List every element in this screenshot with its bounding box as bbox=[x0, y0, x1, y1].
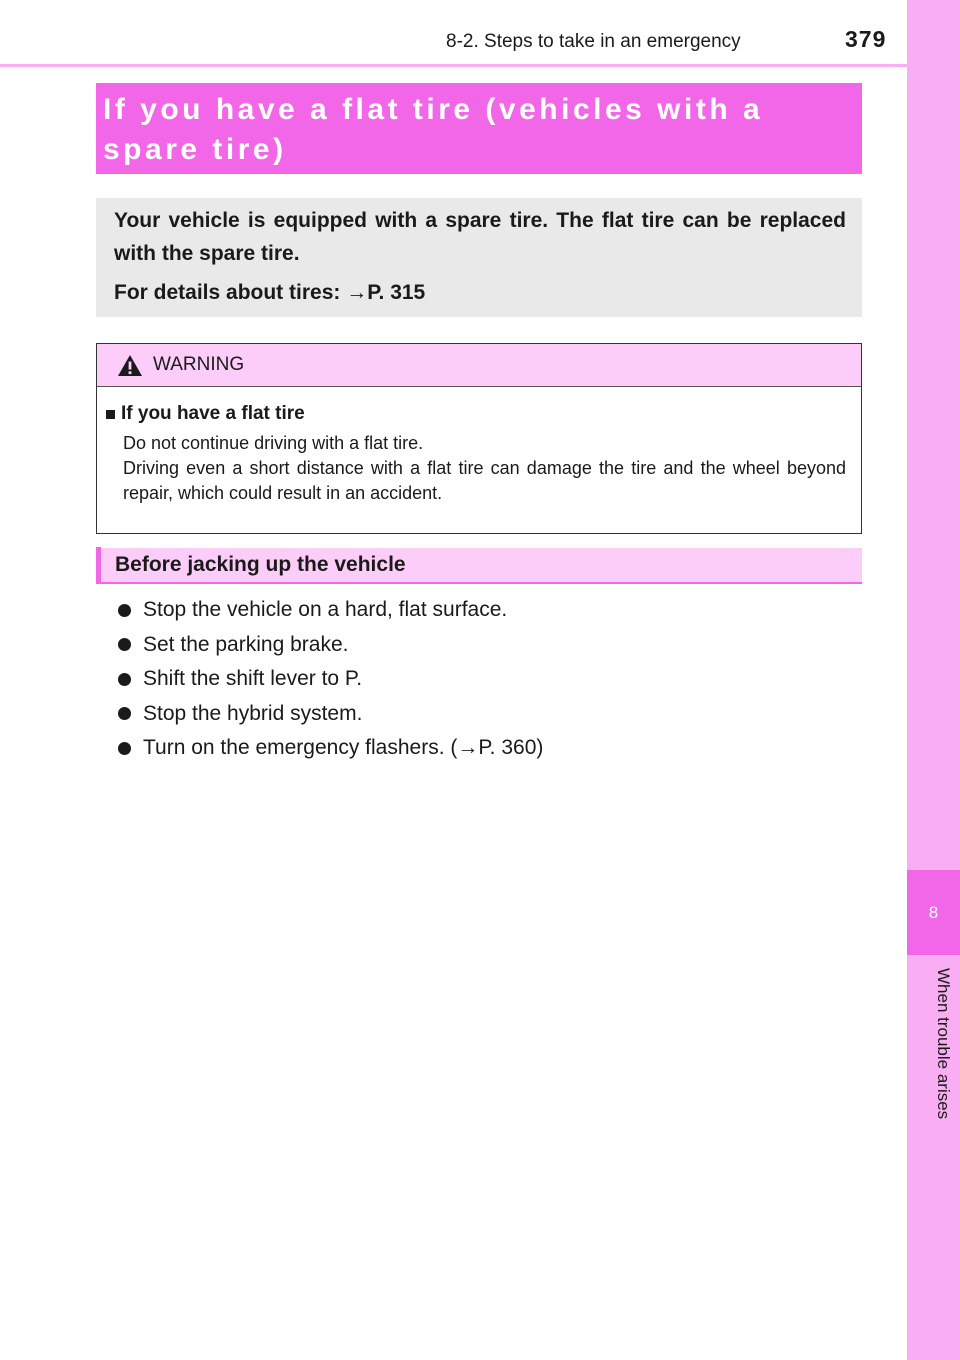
warning-subheading-text: If you have a flat tire bbox=[121, 403, 305, 424]
warning-box bbox=[96, 343, 862, 534]
list-item bbox=[118, 628, 543, 663]
bullet-icon bbox=[118, 707, 131, 720]
list-item-text: Set the parking brake. bbox=[143, 632, 349, 656]
bullet-icon bbox=[118, 604, 131, 617]
warning-body bbox=[97, 387, 861, 506]
warning-header bbox=[97, 344, 861, 387]
list-item-text: Shift the shift lever to P. bbox=[143, 667, 363, 691]
list-item bbox=[118, 662, 543, 697]
bullet-icon bbox=[118, 742, 131, 755]
intro-box bbox=[96, 198, 862, 317]
reference-page-link[interactable]: P. 315 bbox=[367, 281, 426, 304]
section-header-bar bbox=[96, 548, 862, 584]
intro-text: Your vehicle is equipped with a spare tire. The flat tire can be replaced with the spare tire. bbox=[114, 209, 846, 265]
list-item-text: Turn on the emergency flashers. (→P. 360) bbox=[143, 736, 544, 760]
list-item bbox=[118, 697, 543, 732]
list-item bbox=[118, 593, 543, 628]
chapter-title: When trouble arises bbox=[934, 968, 953, 1120]
list-item bbox=[118, 731, 543, 766]
warning-line: Driving even a short distance with a flat tire can damage the tire and the wheel beyond repair, which could result in an accident. bbox=[123, 458, 846, 503]
reference-label: For details about tires: bbox=[114, 281, 341, 304]
warning-line: Do not continue driving with a flat tire. bbox=[123, 433, 424, 453]
list-item-text: Stop the vehicle on a hard, flat surface. bbox=[143, 598, 508, 622]
chapter-number: 8 bbox=[907, 870, 960, 955]
page-number: 379 bbox=[845, 26, 887, 52]
side-tab bbox=[907, 0, 960, 1360]
bullet-icon bbox=[118, 638, 131, 651]
warning-label: WARNING bbox=[153, 354, 245, 375]
arrow-icon: → bbox=[346, 281, 368, 304]
section-accent-bar bbox=[96, 547, 101, 583]
list-item-text: Stop the hybrid system. bbox=[143, 701, 363, 725]
section-title: Before jacking up the vehicle bbox=[115, 553, 406, 576]
warning-triangle-icon bbox=[117, 354, 143, 377]
header-divider bbox=[0, 64, 907, 67]
warning-subheading bbox=[106, 403, 846, 425]
title-banner bbox=[96, 83, 862, 174]
intro-reference bbox=[114, 276, 846, 309]
square-bullet-icon bbox=[106, 410, 115, 419]
warning-text bbox=[123, 431, 846, 506]
section-header: 8-2. Steps to take in an emergency bbox=[446, 31, 741, 52]
bullet-icon bbox=[118, 673, 131, 686]
page-title: If you have a flat tire (vehicles with a spare tire) bbox=[103, 93, 764, 166]
steps-list bbox=[118, 593, 543, 766]
